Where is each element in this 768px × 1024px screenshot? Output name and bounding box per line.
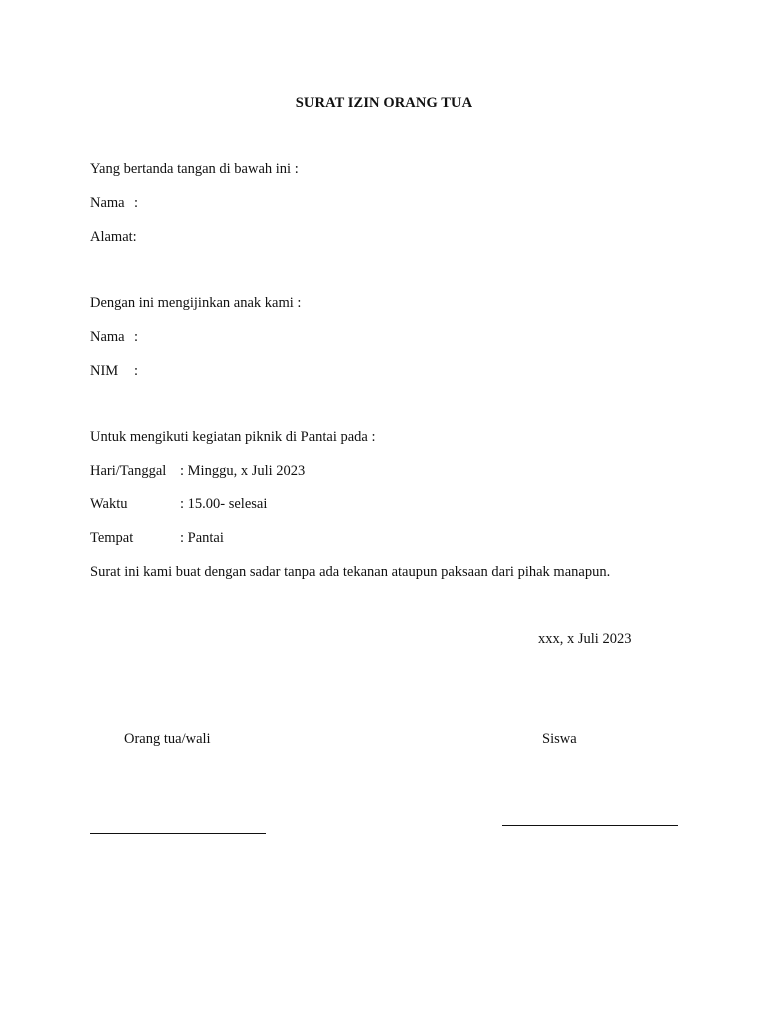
child-intro: Dengan ini mengijinkan anak kami : [90, 295, 302, 311]
child-name-colon: : [134, 329, 139, 345]
place-date: xxx, x Juli 2023 [538, 631, 632, 647]
parent-name-colon: : [134, 195, 139, 211]
parent-signature-label: Orang tua/wali [124, 731, 211, 747]
parent-intro: Yang bertanda tangan di bawah ini : [90, 161, 299, 177]
parent-signature-line [90, 833, 266, 834]
activity-place-label: Tempat [90, 530, 134, 546]
statement-text: Surat ini kami buat dengan sadar tanpa ada tekanan ataupun paksaan dari pihak manapun. [90, 564, 611, 580]
activity-date-value: : Minggu, x Juli 2023 [180, 463, 306, 479]
activity-intro: Untuk mengikuti kegiatan piknik di Pantai pada : [90, 429, 376, 445]
letter-title: SURAT IZIN ORANG TUA [295, 95, 473, 111]
parent-address-label: Alamat: [90, 229, 137, 245]
child-name-label: Nama [90, 329, 125, 345]
activity-date-label: Hari/Tanggal [90, 463, 167, 479]
parent-name-label: Nama [90, 195, 125, 211]
child-nim-colon: : [134, 363, 139, 379]
activity-place-value: : Pantai [180, 530, 224, 546]
student-signature-label: Siswa [542, 731, 577, 747]
activity-time-label: Waktu [90, 496, 128, 512]
activity-time-value: : 15.00- selesai [180, 496, 268, 512]
student-signature-line [502, 825, 678, 826]
child-nim-label: NIM [90, 363, 119, 379]
